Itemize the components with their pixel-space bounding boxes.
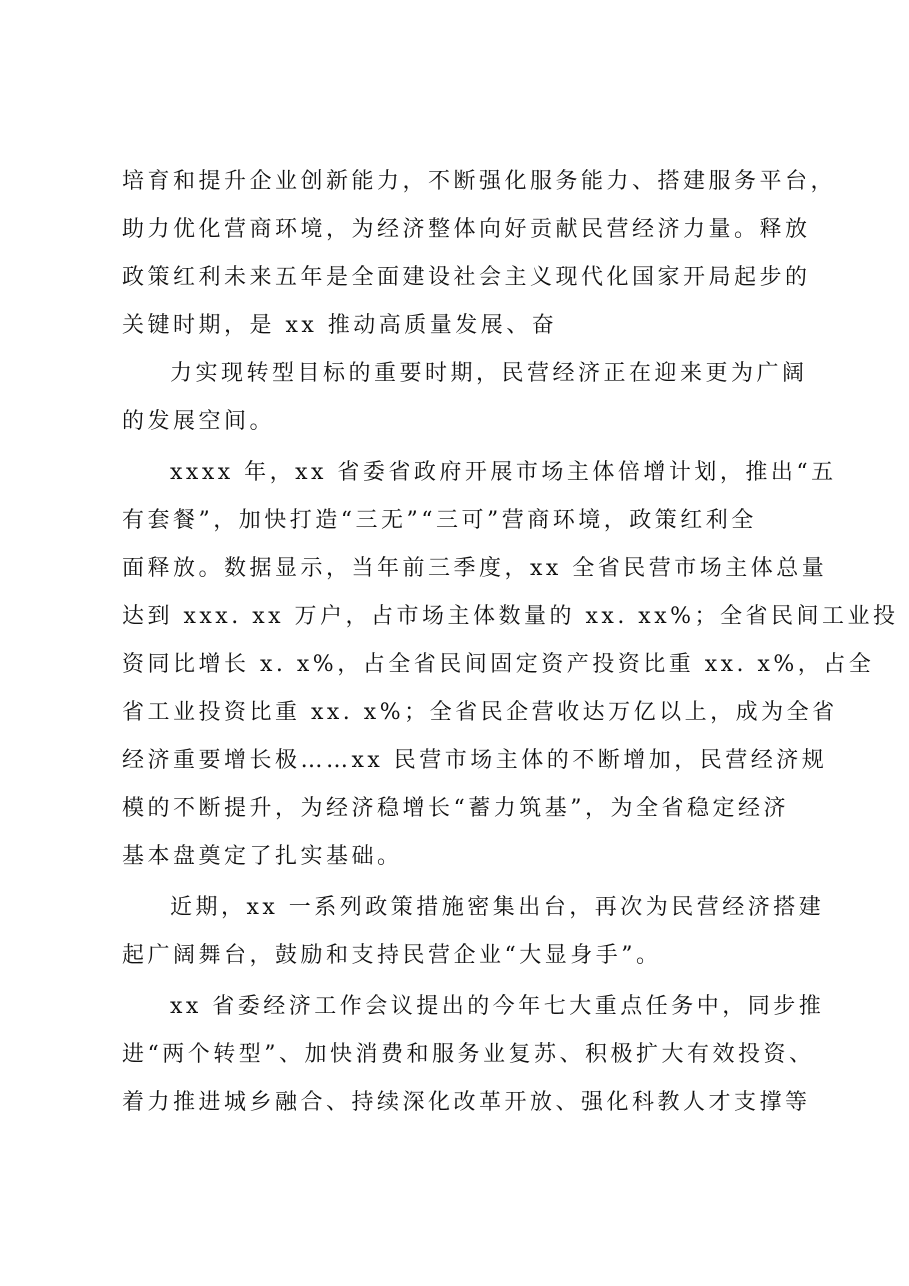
text-line: 政策红利未来五年是全面建设社会主义现代化国家开局起步的 [122,265,811,290]
text-line: 基本盘奠定了扎实基础。 [122,844,403,869]
text-line: 模的不断提升，为经济稳增长“蓄力筑基”，为全省稳定经济 [122,796,789,821]
paragraph-first-line: xxxx 年，xx 省委省政府开展市场主体倍增计划，推出“五 [170,460,837,485]
text-line: 资同比增长 x. x%，占全省民间固定资产投资比重 xx. x%，占全 [122,652,875,677]
text-line: 助力优化营商环境，为经济整体向好贡献民营经济力量。释放 [122,217,811,242]
text-line: 起广阔舞台，鼓励和支持民营企业“大显身手”。 [122,943,662,968]
text-line: 进“两个转型”、加快消费和服务业复苏、积极扩大有效投资、 [122,1042,815,1067]
text-line: 达到 xxx. xx 万户，占市场主体数量的 xx. xx%；全省民间工业投 [122,604,899,629]
text-line: 有套餐”，加快打造“三无”“三可”营商环境，政策红利全 [122,508,757,533]
paragraph-first-line: 力实现转型目标的重要时期，民营经济正在迎来更为广阔 [170,361,808,386]
text-line: 的发展空间。 [122,409,276,434]
text-line: 省工业投资比重 xx. x%；全省民企营收达万亿以上，成为全省 [122,700,838,725]
text-line: 关键时期，是 xx 推动高质量发展、奋 [122,313,558,338]
text-line: 经济重要增长极……xx 民营市场主体的不断增加，民营经济规 [122,748,828,773]
paragraph-first-line: xx 省委经济工作会议提出的今年七大重点任务中，同步推 [170,994,825,1019]
paragraph-first-line: 近期，xx 一系列政策措施密集出台，再次为民营经济搭建 [170,895,825,920]
text-line: 面释放。数据显示，当年前三季度，xx 全省民营市场主体总量 [122,556,828,581]
text-line: 着力推进城乡融合、持续深化改革开放、强化科教人才支撑等 [122,1090,811,1115]
text-line: 培育和提升企业创新能力，不断强化服务能力、搭建服务平台， [122,169,837,194]
